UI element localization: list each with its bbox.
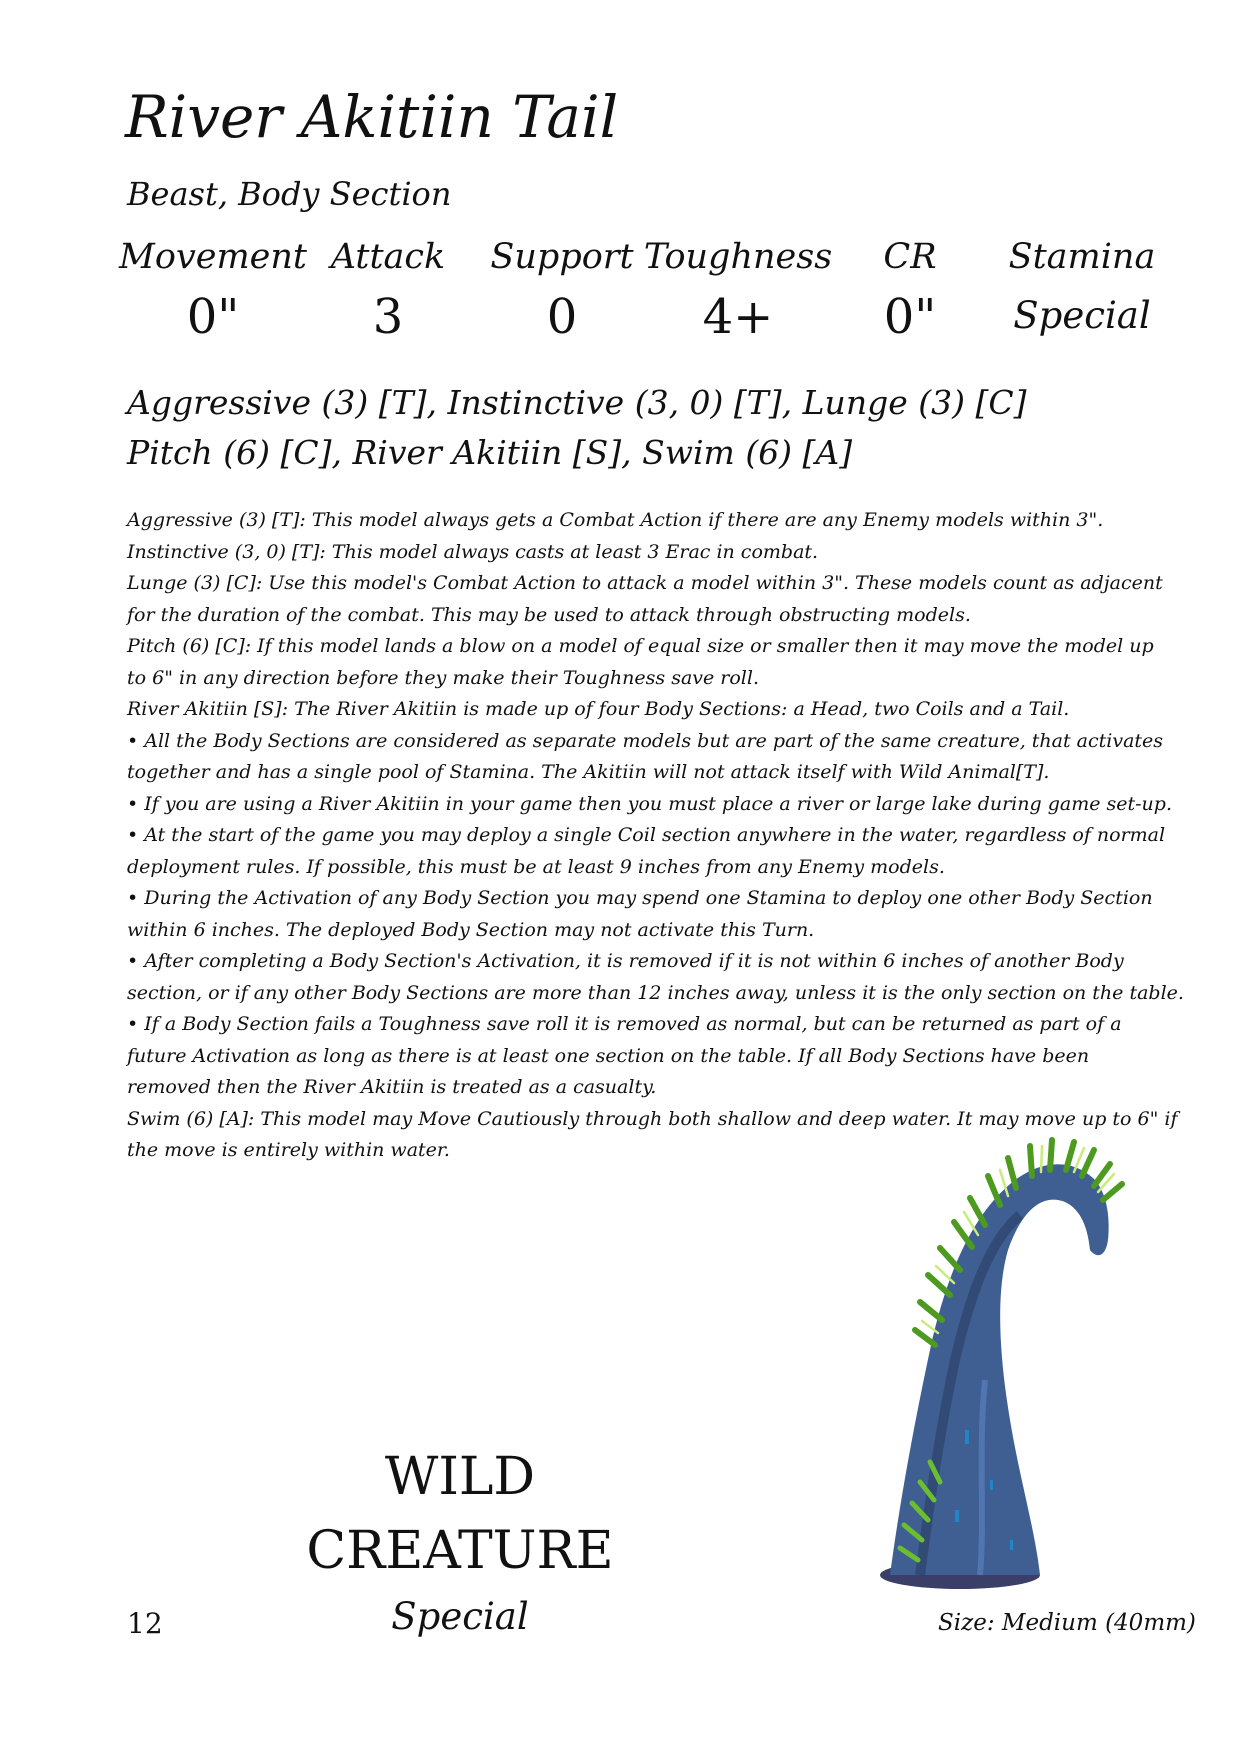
- faction-line: CREATURE: [306, 1521, 614, 1581]
- rule-line: • All the Body Sections are considered as separate models but are part of the same creature, that activates: [127, 729, 1164, 752]
- stat-value: 0: [546, 289, 578, 345]
- stat-label: Movement: [119, 237, 307, 277]
- stat-support: [462, 237, 662, 345]
- rule-line: • If you are using a River Akitiin in your game then you must place a river or large lake during game set-up.: [127, 792, 1172, 815]
- stat-label: Attack: [330, 237, 446, 277]
- keyword-list: [127, 378, 1026, 478]
- river-akitiin-tail-miniature-icon: [860, 1120, 1130, 1600]
- stat-label: Toughness: [643, 237, 833, 277]
- rule-line: Pitch (6) [C]: If this model lands a blow on a model of equal size or smaller then it may move the model up: [127, 635, 1154, 657]
- stat-value: 0": [883, 289, 937, 345]
- card-subtitle: Beast, Body Section: [127, 175, 452, 213]
- rule-line: Swim (6) [A]: This model may Move Cautiously through both shallow and deep water. It may move up to 6" if: [127, 1107, 1178, 1130]
- stat-value: 3: [372, 289, 404, 345]
- rule-line: Instinctive (3, 0) [T]: This model always casts at least 3 Erac in combat.: [127, 540, 819, 563]
- stat-value: Special: [1013, 294, 1151, 337]
- rule-line: • If a Body Section fails a Toughness save roll it is removed as normal, but can be returned as part of a: [127, 1013, 1122, 1035]
- rule-line: removed then the River Akitiin is treated as a casualty.: [127, 1076, 657, 1098]
- miniature-image: [860, 1120, 1130, 1600]
- faction-line: WILD: [384, 1447, 536, 1507]
- stat-cr: [810, 237, 1010, 345]
- rule-line: Aggressive (3) [T]: This model always gets a Combat Action if there are any Enemy models within 3".: [127, 509, 1104, 531]
- rule-line: Lunge (3) [C]: Use this model's Combat Action to attack a model within 3". These models count as adjacent: [127, 572, 1163, 594]
- stat-value: 0": [186, 289, 240, 345]
- rules-text: [127, 505, 1184, 1167]
- stat-stamina: [982, 237, 1182, 337]
- rule-line: River Akitiin [S]: The River Akitiin is made up of four Body Sections: a Head, two Coils and a Tail.: [127, 698, 1070, 720]
- stat-attack: [288, 237, 488, 345]
- keyword-line: Pitch (6) [C], River Akitiin [S], Swim (6) [A]: [127, 433, 853, 472]
- rule-line: to 6" in any direction before they make their Toughness save roll.: [127, 666, 760, 689]
- rule-line: for the duration of the combat. This may be used to attack through obstructing models.: [127, 603, 971, 626]
- rule-line: together and has a single pool of Stamina. The Akitiin will not attack itself with Wild Animal[T].: [127, 761, 1050, 783]
- rule-line: section, or if any other Body Sections are more than 12 inches away, unless it is the only section on the table.: [127, 981, 1184, 1004]
- rule-line: • At the start of the game you may deploy a single Coil section anywhere in the water, regardless of normal: [127, 824, 1166, 846]
- stat-movement: [113, 237, 313, 345]
- rule-line: deployment rules. If possible, this must be at least 9 inches from any Enemy models.: [127, 855, 945, 878]
- rule-line: • After completing a Body Section's Activation, it is removed if it is not within 6 inches of another Body: [127, 950, 1124, 972]
- faction-cost: Special: [391, 1595, 529, 1638]
- rule-line: the move is entirely within water.: [127, 1139, 450, 1161]
- stat-label: Support: [490, 237, 634, 277]
- rule-line: within 6 inches. The deployed Body Section may not activate this Turn.: [127, 918, 815, 941]
- keyword-line: Aggressive (3) [T], Instinctive (3, 0) [T], Lunge (3) [C]: [127, 383, 1027, 422]
- size-label: Size: Medium (40mm): [938, 1610, 1196, 1636]
- stat-value: 4+: [702, 289, 774, 345]
- card-title: River Akitiin Tail: [125, 83, 619, 151]
- faction-block: [290, 1440, 630, 1588]
- rule-line: • During the Activation of any Body Section you may spend one Stamina to deploy one other Body Section: [127, 887, 1153, 909]
- page-number: 12: [127, 1607, 163, 1640]
- stat-label: CR: [883, 237, 937, 277]
- stat-label: Stamina: [1008, 237, 1156, 277]
- stat-toughness: [638, 237, 838, 345]
- rule-line: future Activation as long as there is at least one section on the table. If all Body Sections have been: [127, 1044, 1090, 1067]
